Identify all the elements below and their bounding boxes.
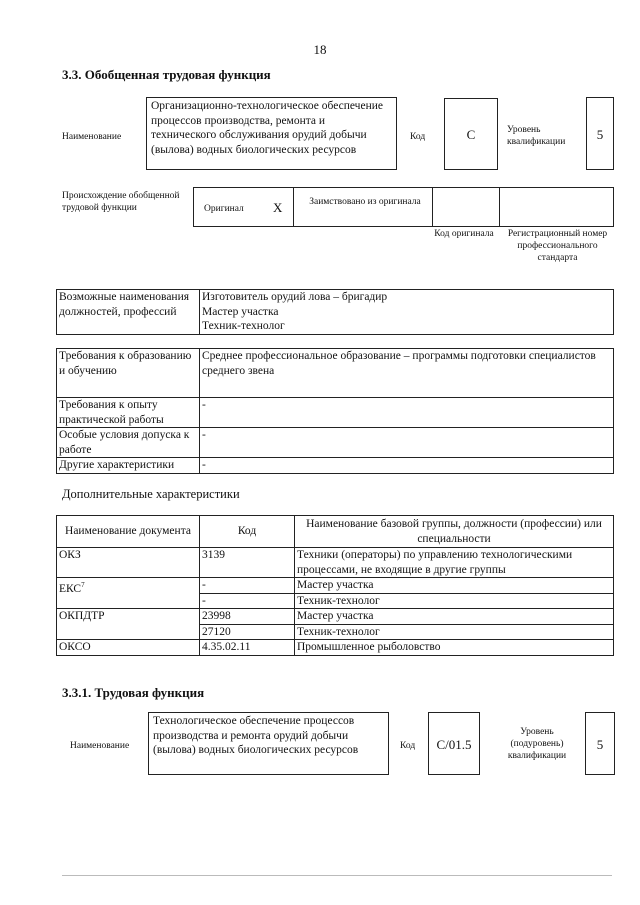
footnote-mark: 7 [81, 581, 85, 589]
row-code: 23998 [200, 609, 295, 625]
row-doc [57, 578, 200, 609]
positions-values [200, 290, 614, 335]
origin-divider-1 [293, 188, 294, 226]
sub-code-value: C/01.5 [436, 737, 472, 752]
section-title: 3.3. Обобщенная трудовая функция [62, 67, 271, 82]
sub-level-label: Уровень (подуровень) квалификации [507, 727, 567, 761]
original-label: Оригинал [204, 204, 244, 214]
row-doc: ОКПДТР [57, 609, 200, 640]
position-item: Изготовитель орудий лова – бригадир [202, 291, 388, 303]
sub-name-label: Наименование [70, 741, 130, 751]
row-name: Мастер участка [295, 578, 614, 594]
name-label: Наименование [62, 132, 122, 142]
sub-code-label: Код [400, 741, 416, 751]
level-value: 5 [596, 127, 604, 142]
sub-level-box [585, 712, 615, 775]
original-mark: X [273, 200, 283, 215]
sub-function-name-box [148, 712, 389, 775]
page-bottom-rule [62, 875, 612, 876]
req-value: - [200, 428, 614, 458]
row-name: Техник-технолог [295, 624, 614, 640]
req-value: Среднее профессиональное образование – программы подготовки специалистов среднего звена [200, 349, 614, 398]
additional-table [56, 515, 614, 656]
row-code: 27120 [200, 624, 295, 640]
page-number: 18 [313, 42, 327, 57]
row-name: Техники (операторы) по управлению технологическими процессами, не входящие в другие группы [295, 548, 614, 578]
origin-table [193, 187, 614, 227]
position-item: Техник-технолог [202, 320, 285, 332]
code-original-caption: Код оригинала [434, 229, 494, 239]
code-value: C [466, 127, 476, 142]
code-label: Код [410, 132, 426, 142]
sub-code-box [428, 712, 480, 775]
row-doc-text: ЕКС [59, 582, 82, 595]
positions-label: Возможные наименования должностей, профессий [57, 290, 200, 335]
function-name-box [146, 97, 397, 170]
row-code: 4.35.02.11 [200, 640, 295, 656]
req-label: Требования к образованию и обучению [57, 349, 200, 398]
req-label: Особые условия допуска к работе [57, 428, 200, 458]
code-box [444, 98, 498, 170]
req-value: - [200, 458, 614, 474]
function-name-text: Организационно-технологическое обеспечение процессов производства, ремонта и технического обслуживания орудий добычи (вылова) водных биологических ресурсов [151, 100, 383, 156]
row-code: 3139 [200, 548, 295, 578]
req-label: Требования к опыту практической работы [57, 398, 200, 428]
reg-number-caption: Регистрационный номер профессионального стандарта [507, 229, 608, 263]
origin-divider-2 [432, 188, 433, 226]
row-code: - [200, 593, 295, 609]
row-name: Промышленное рыболовство [295, 640, 614, 656]
row-code: - [200, 578, 295, 594]
positions-table [56, 289, 614, 335]
row-name: Мастер участка [295, 609, 614, 625]
row-name: Техник-технолог [295, 593, 614, 609]
header-name: Наименование базовой группы, должности (профессии) или специальности [295, 516, 614, 548]
level-box [586, 97, 614, 170]
level-label: Уровень квалификации [507, 125, 566, 147]
header-code: Код [200, 516, 295, 548]
sub-function-name-text: Технологическое обеспечение процессов производства и ремонта орудий добычи (вылова) водных биологических ресурсов [153, 715, 359, 756]
req-value: - [200, 398, 614, 428]
subsection-title: 3.3.1. Трудовая функция [62, 685, 205, 700]
origin-label: Происхождение обобщенной трудовой функции [62, 191, 180, 213]
requirements-table [56, 348, 614, 474]
additional-title: Дополнительные характеристики [62, 487, 240, 501]
origin-divider-3 [499, 188, 500, 226]
sub-level-value: 5 [596, 737, 604, 752]
borrowed-label: Заимствовано из оригинала [309, 197, 421, 207]
req-label: Другие характеристики [57, 458, 200, 474]
row-doc: ОКЗ [57, 548, 200, 578]
header-doc: Наименование документа [57, 516, 200, 548]
position-item: Мастер участка [202, 305, 279, 318]
row-doc: ОКСО [57, 640, 200, 656]
